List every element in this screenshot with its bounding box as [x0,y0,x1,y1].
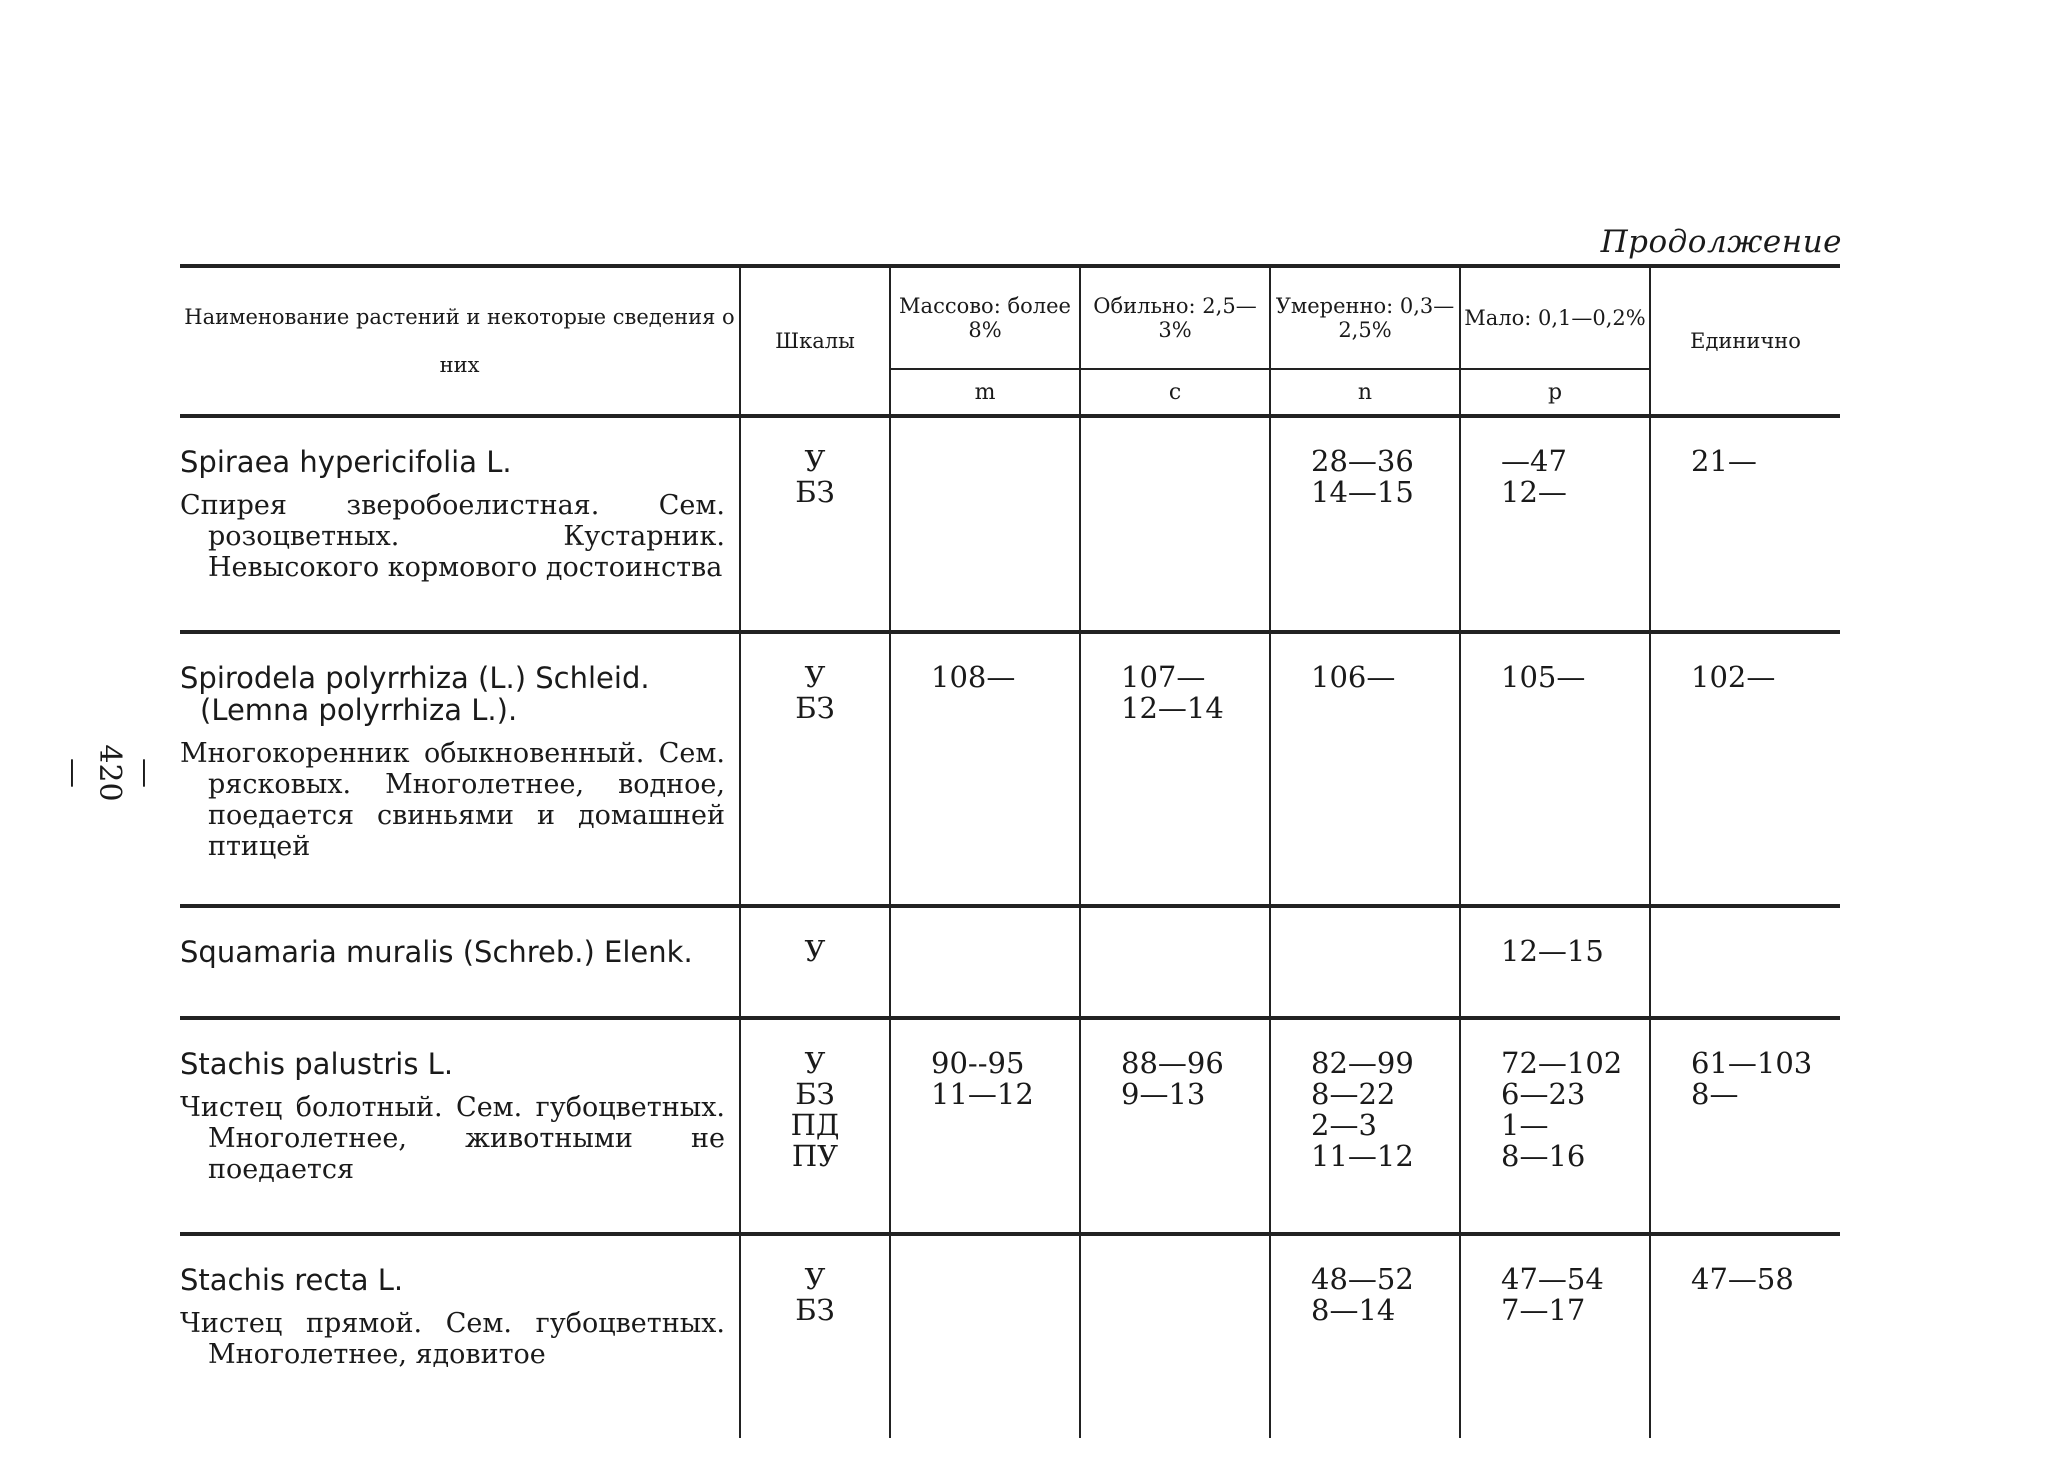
value-line: ПД [790,1108,840,1142]
plant-name-cell [180,1018,740,1234]
value-line: 11—12 [1311,1139,1414,1173]
plant-latin-name: Spirodela polyrrhiza (L.) Schleid. [180,661,650,695]
plant-name-cell [180,632,740,906]
moderate-cell [1270,416,1460,632]
few-cell [1460,906,1650,1018]
header-name: Наименование растений и некоторые сведения о них [180,266,740,416]
abundant-cell [1080,416,1270,632]
few-cell [1460,1234,1650,1438]
value-line: 12—14 [1121,691,1224,725]
value-line: 2—3 [1311,1108,1377,1142]
plant-abundance-table [180,264,1840,1438]
scales-cell [740,1234,890,1438]
value-line: 48—52 [1311,1262,1414,1296]
header-single: Единично [1650,266,1840,416]
abundant-cell [1080,906,1270,1018]
value-line: БЗ [795,691,835,725]
value-line: У [804,444,826,478]
plant-latin-name: Spiraea hypericifolia L. [180,445,512,479]
value-line: 9—13 [1121,1077,1206,1111]
table-row [180,1018,1840,1234]
few-cell [1460,416,1650,632]
plant-name-cell [180,416,740,632]
value-line: 108— [931,660,1016,694]
value-line: ПУ [791,1139,839,1173]
value-line: 1— [1501,1108,1549,1142]
value-line: У [804,1262,826,1296]
value-line: 82—99 [1311,1046,1414,1080]
value-line: 102— [1691,660,1776,694]
value-line: БЗ [795,1293,835,1327]
value-line: БЗ [795,475,835,509]
scales-cell [740,1018,890,1234]
value-line: 12— [1501,475,1567,509]
value-line: 8—14 [1311,1293,1396,1327]
value-line: 21— [1691,444,1757,478]
plant-name-cell [180,1234,740,1438]
plant-name-cell [180,906,740,1018]
value-line: 47—58 [1691,1262,1794,1296]
code-few: p [1460,369,1650,416]
header-abundant: Обильно: 2,5—3% [1080,266,1270,369]
code-abundant: c [1080,369,1270,416]
scales-cell [740,632,890,906]
value-line: У [804,660,826,694]
moderate-cell [1270,632,1460,906]
value-line: 107— [1121,660,1206,694]
value-line: 12—15 [1501,934,1604,968]
mass-cell [890,906,1080,1018]
value-line: 72—102 [1501,1046,1623,1080]
mass-cell [890,1018,1080,1234]
table-row [180,1234,1840,1438]
moderate-cell [1270,906,1460,1018]
header-few: Мало: 0,1—0,2% [1460,266,1650,369]
value-line: 14—15 [1311,475,1414,509]
table-row [180,906,1840,1018]
value-line: 28—36 [1311,444,1414,478]
few-cell [1460,632,1650,906]
table-row [180,416,1840,632]
plant-latin-synonym: (Lemna polyrrhiza L.). [200,693,518,727]
value-line: 105— [1501,660,1586,694]
mass-cell [890,416,1080,632]
header-moderate: Умеренно: 0,3—2,5% [1270,266,1460,369]
value-line: 6—23 [1501,1077,1586,1111]
moderate-cell [1270,1018,1460,1234]
page-number: — 420 — [56,744,163,802]
single-cell [1650,632,1840,906]
scales-cell [740,906,890,1018]
single-cell [1650,416,1840,632]
header-mass: Массово: более 8% [890,266,1080,369]
abundant-cell [1080,632,1270,906]
value-line: 90--95 [931,1046,1025,1080]
mass-cell [890,632,1080,906]
single-cell [1650,1018,1840,1234]
value-line: У [804,1046,826,1080]
plant-description: Чистец прямой. Сем. губоцветных. Многолетнее, ядовитое [180,1308,725,1370]
plant-description: Многокоренник обыкновенный. Сем. рясковых. Многолетнее, водное, поедается свиньями и домашней птицей [180,738,725,862]
value-line: 106— [1311,660,1396,694]
plant-latin-name: Stachis recta L. [180,1263,404,1297]
plant-latin-name: Stachis palustris L. [180,1047,454,1081]
table-row [180,632,1840,906]
value-line: БЗ [795,1077,835,1111]
value-line: 7—17 [1501,1293,1586,1327]
few-cell [1460,1018,1650,1234]
single-cell [1650,1234,1840,1438]
header-scale: Шкалы [740,266,890,416]
plant-description: Чистец болотный. Сем. губоцветных. Многолетнее, животными не поедается [180,1092,725,1185]
value-line: 8— [1691,1077,1739,1111]
moderate-cell [1270,1234,1460,1438]
plant-latin-name: Squamaria muralis (Schreb.) Elenk. [180,935,693,969]
value-line: 8—22 [1311,1077,1396,1111]
code-mass: m [890,369,1080,416]
single-cell [1650,906,1840,1018]
value-line: У [804,934,826,968]
abundant-cell [1080,1018,1270,1234]
value-line: 61—103 [1691,1046,1813,1080]
mass-cell [890,1234,1080,1438]
value-line: —47 [1501,444,1567,478]
value-line: 8—16 [1501,1139,1586,1173]
value-line: 88—96 [1121,1046,1224,1080]
scales-cell [740,416,890,632]
continuation-label: Продолжение [1600,224,1842,260]
code-moderate: n [1270,369,1460,416]
value-line: 47—54 [1501,1262,1604,1296]
value-line: 11—12 [931,1077,1034,1111]
abundant-cell [1080,1234,1270,1438]
plant-description: Спирея зверобоелистная. Сем. розоцветных. Кустарник. Невысокого кормового достоинства [180,490,725,583]
